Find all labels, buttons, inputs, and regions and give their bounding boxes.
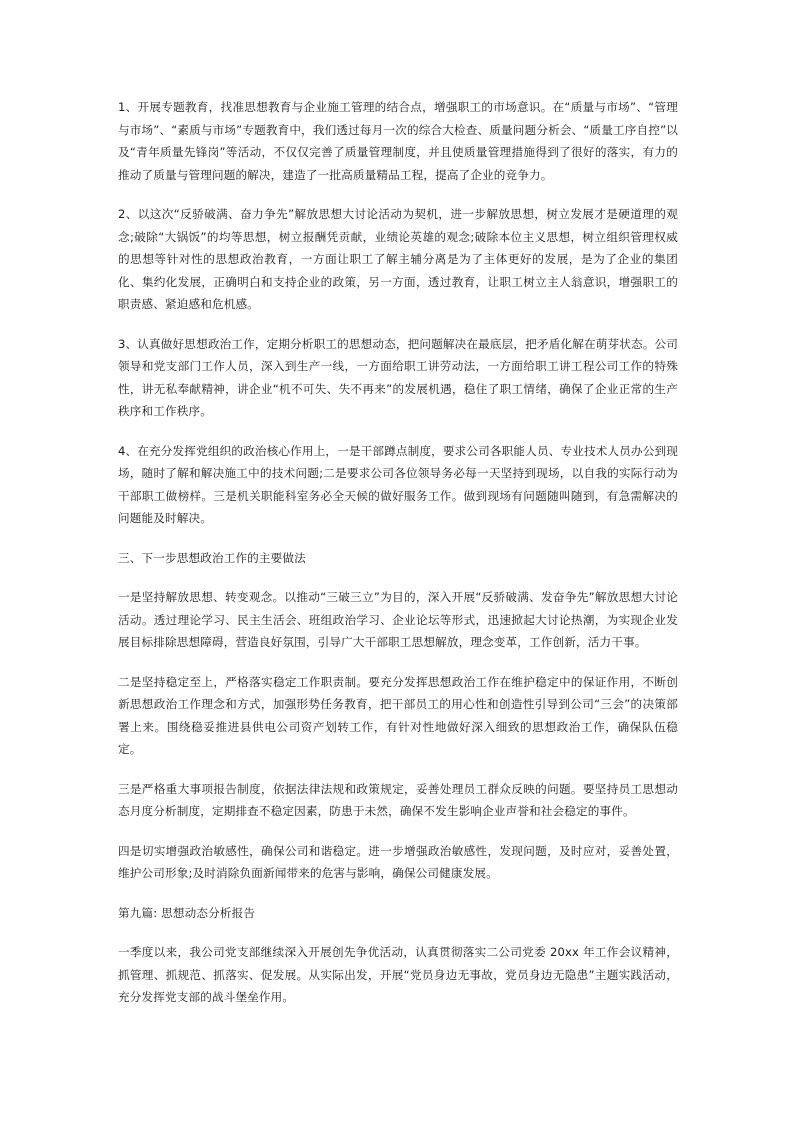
paragraph-4: 4、在充分发挥党组织的政治核心作用上，一是干部蹲点制度，要求公司各职能人员、专业技术人员办公到现场，随时了解和解决施工中的技术问题;二是要求公司各位领导务必每一天坚持到现场，以自我的实际行动为干部职工做榜样。三是机关职能科室务必全天候的做好服务工作。做到现场有问题随叫随到，有急需解决的问题能及时解决。 — [118, 443, 678, 525]
paragraph-7: 三是严格重大事项报告制度，依据法律法规和政策规定，妥善处理员工群众反映的问题。要坚持员工思想动态月度分析制度，定期排查不稳定因素，防患于未然，确保不发生影响企业声誉和社会稳定的事件。 — [118, 781, 678, 818]
paragraph-1: 1、开展专题教育，找准思想教育与企业施工管理的结合点，增强职工的市场意识。在“质量与市场”、“管理与市场”、“素质与市场”专题教育中，我们透过每月一次的综合大检查、质量问题分析会、“质量工序自控”以及“青年质量先锋岗”等活动，不仅仅完善了质量管理制度，并且使质量管理措施得到了很好的落实，有力的推动了质量与管理问题的解决，建造了一批高质量精品工程，提高了企业的竞争力。 — [118, 100, 678, 182]
paragraph-9: 一季度以来，我公司党支部继续深入开展创先争优活动，认真贯彻落实二公司党委 20xx 年工作会议精神，抓管理、抓规范、抓落实、促发展。从实际出发，开展“党员身边无事故，党员身边无隐患”主题实践活动，充分发挥党支部的战斗堡垒作用。 — [118, 945, 678, 1004]
paragraph-6: 二是坚持稳定至上，严格落实稳定工作职责制。要充分发挥思想政治工作在维护稳定中的保证作用，不断创新思想政治工作理念和方式，加强形势任务教育，把干部员工的用心性和创造性引导到公司“三会”的决策部署上来。围绕稳妥推进县供电公司资产划转工作，有针对性地做好深入细致的思想政治工作，确保队伍稳定。 — [118, 674, 678, 756]
paragraph-5: 一是坚持解放思想、转变观念。以推动“三破三立”为目的，深入开展“反骄破满、发奋争先”解放思想大讨论活动。透过理论学习、民主生活会、班组政治学习、企业论坛等形式，迅速掀起大讨论热潮，为实现企业发展目标排除思想障碍，营造良好氛围，引导广大干部职工思想解放，理念变革，工作创新，活力干事。 — [118, 590, 678, 649]
section-heading: 三、下一步思想政治工作的主要做法 — [118, 550, 306, 565]
chapter-heading: 第九篇: 思想动态分析报告 — [118, 905, 256, 920]
paragraph-3: 3、认真做好思想政治工作，定期分析职工的思想动态，把问题解决在最底层，把矛盾化解在萌芽状态。公司领导和党支部门工作人员，深入到生产一线，一方面给职工讲劳动法，一方面给职工讲工程公司工作的特殊性，讲无私奉献精神，讲企业“机不可失、失不再来”的发展机遇，稳住了职工情绪，确保了企业正常的生产秩序和工作秩序。 — [118, 336, 678, 418]
paragraph-8: 四是切实增强政治敏感性，确保公司和谐稳定。进一步增强政治敏感性，发现问题，及时应对，妥善处置，维护公司形象;及时消除负面新闻带来的危害与影响，确保公司健康发展。 — [118, 843, 678, 880]
paragraph-2: 2、以这次“反骄破满、奋力争先”解放思想大讨论活动为契机，进一步解放思想，树立发展才是硬道理的观念;破除“大锅饭”的均等思想，树立报酬凭贡献，业绩论英雄的观念;破除本位主义思想，树立组织管理权威的思想等针对性的思想政治教育，一方面让职工了解主辅分离是为了主体更好的发展，是为了企业的集团化、集约化发展，正确明白和支持企业的政策，另一方面，透过教育，让职工树立主人翁意识，增强职工的职责感、紧迫感和危机感。 — [118, 207, 678, 311]
document-body — [118, 96, 678, 1026]
